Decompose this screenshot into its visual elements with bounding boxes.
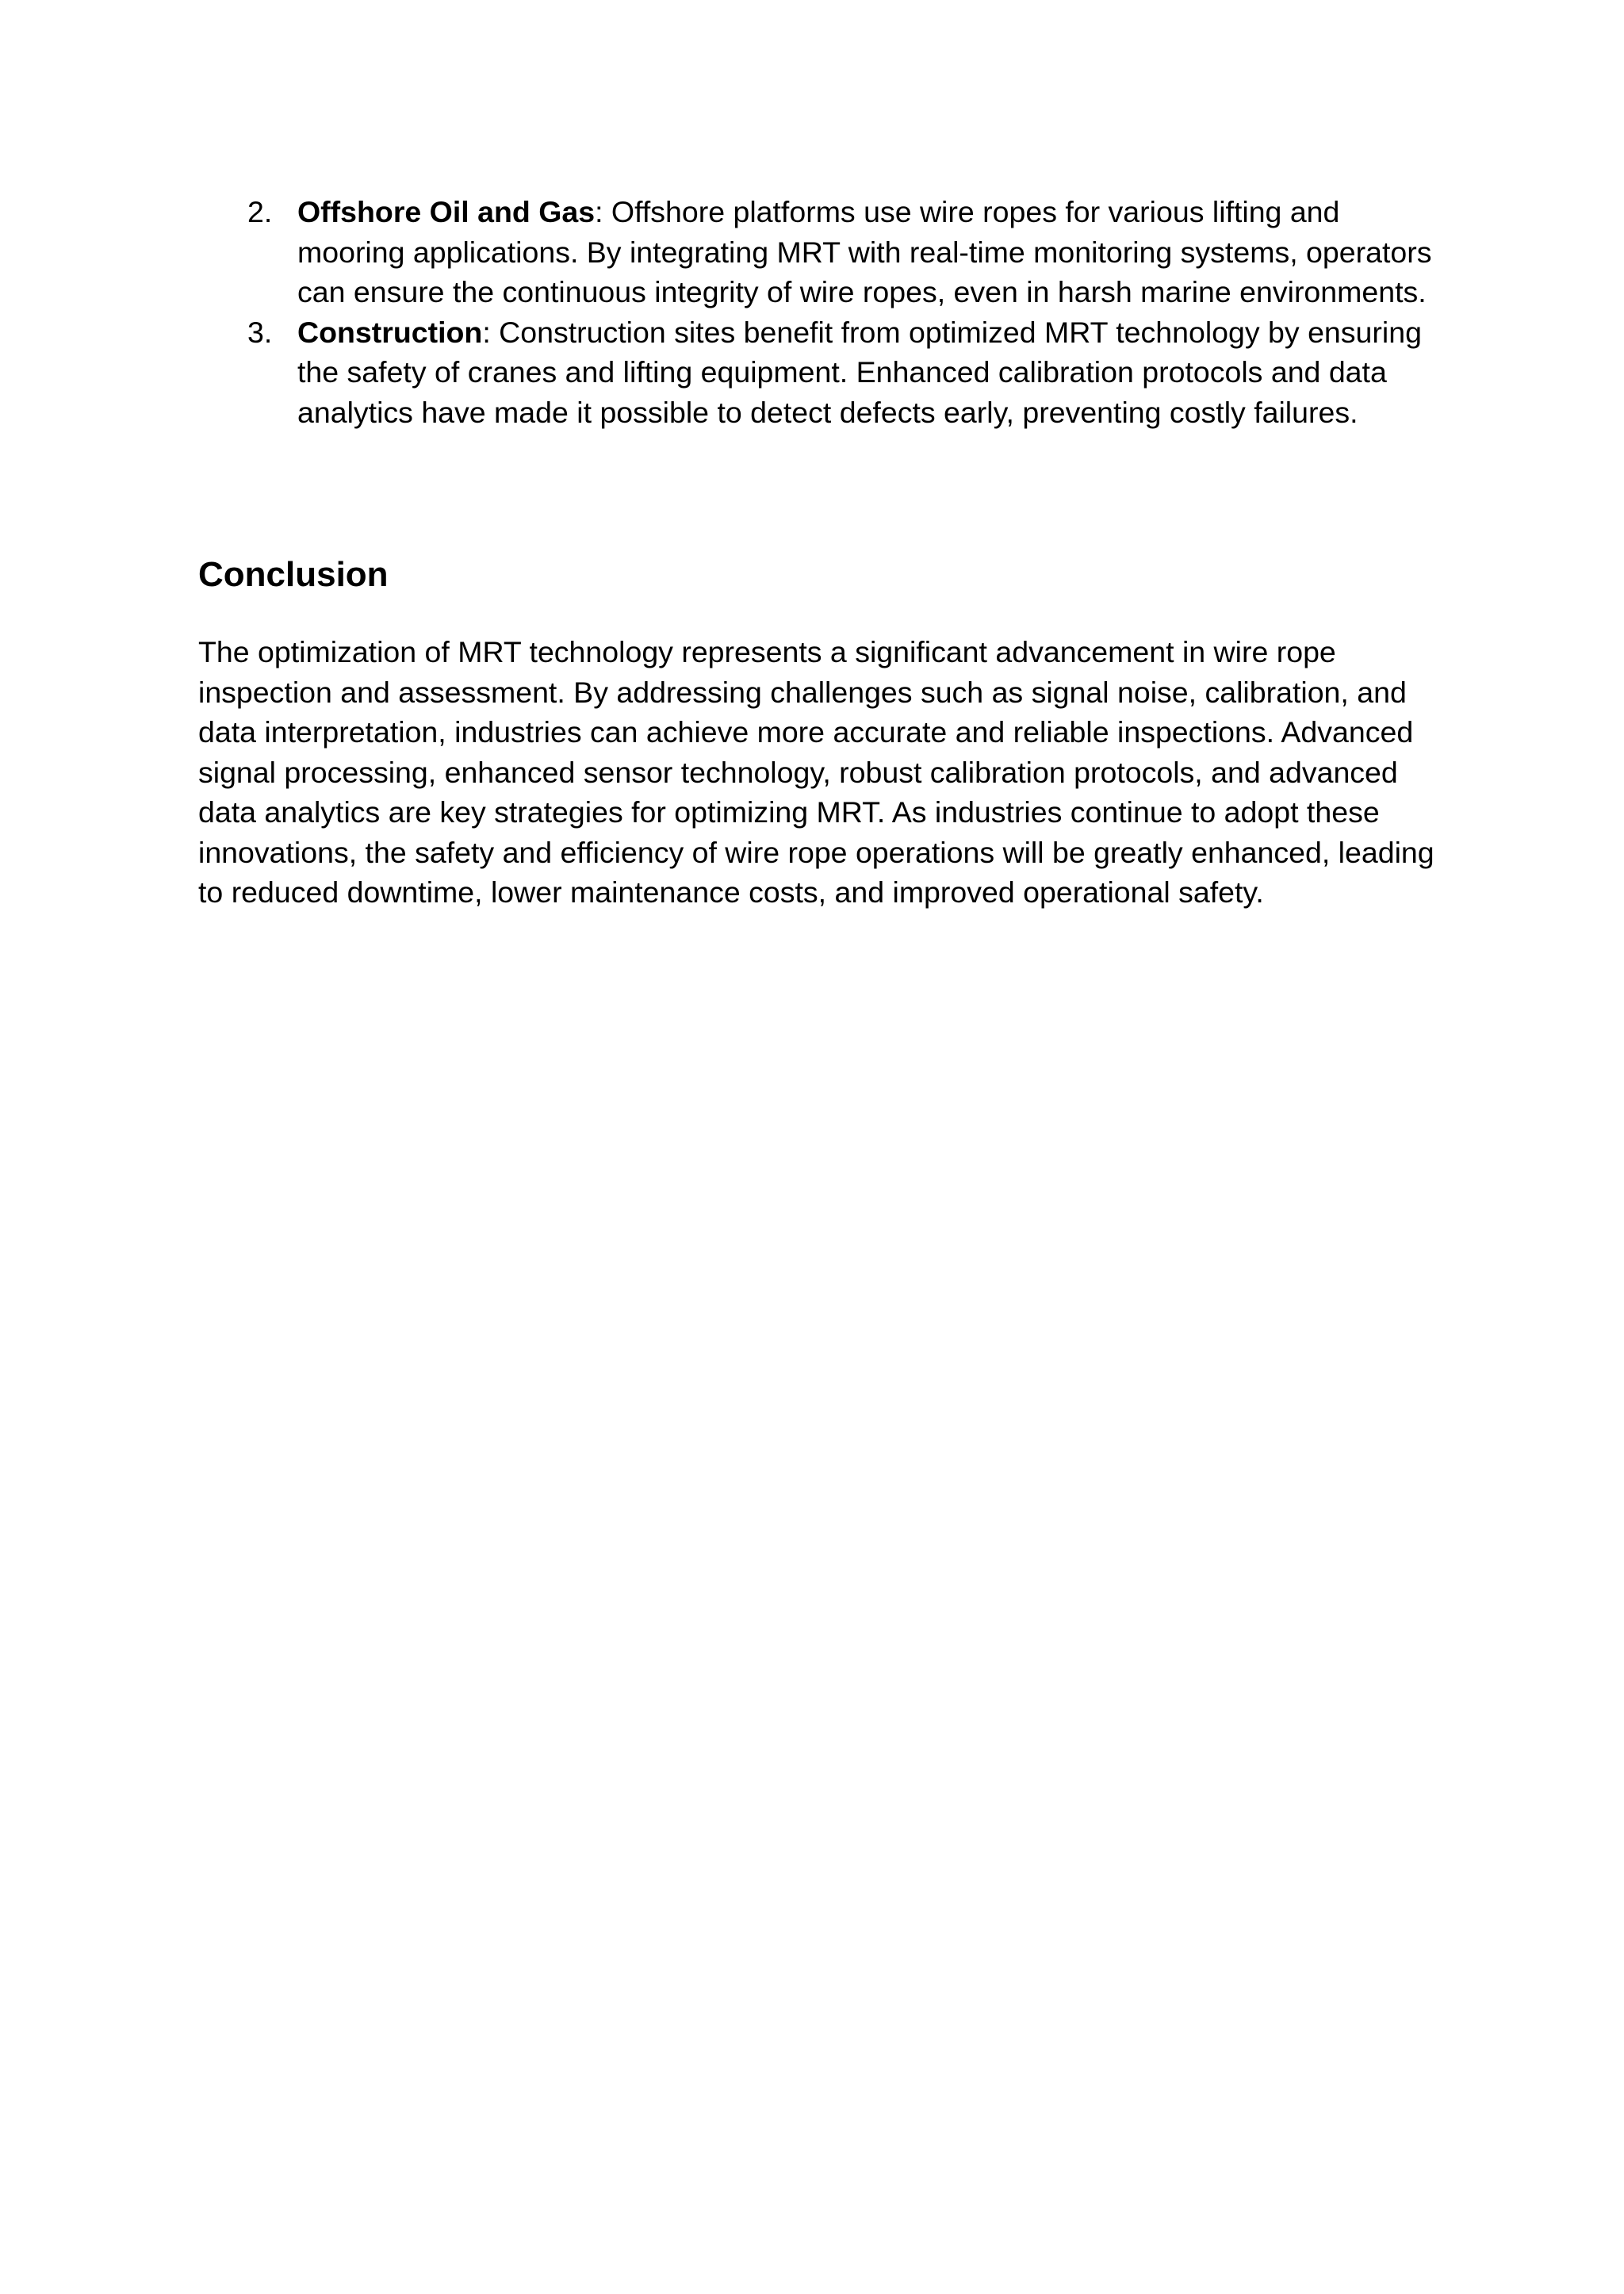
numbered-list (198, 192, 1451, 432)
list-item-number: 3. (247, 315, 273, 349)
page-content (198, 192, 1451, 909)
list-item-term: Construction (297, 315, 483, 349)
list-item (198, 192, 1451, 312)
conclusion-paragraph: The optimization of MRT technology represents a significant advancement in wire rope inspection and assessment. By addressing challenges such as signal noise, calibration, and data interpretation, industries can achieve more accurate and reliable inspections. Advanced signal processing, enhanced sensor technology, robust calibration protocols, and advanced data analytics are key strategies for optimizing MRT. As industries continue to adopt these innovations, the safety and efficiency of wire rope operations will be greatly enhanced, leading to reduced downtime, lower maintenance costs, and improved operational safety. (198, 635, 1434, 909)
conclusion-heading: Conclusion (198, 555, 389, 594)
list-item-term: Offshore Oil and Gas (297, 195, 596, 228)
list-item-number: 2. (247, 195, 273, 228)
list-item (198, 312, 1451, 433)
list-item-text: : Offshore platforms use wire ropes for various lifting and mooring applications. By integrating MRT with real-time monitoring systems, operators can ensure the continuous integrity of wire ropes, even in harsh marine environments. (297, 195, 1432, 308)
list-item-text: : Construction sites benefit from optimized MRT technology by ensuring the safety of cranes and lifting equipment. Enhanced calibration protocols and data analytics have made it possible to detect defects early, preventing costly failures. (297, 315, 1422, 429)
